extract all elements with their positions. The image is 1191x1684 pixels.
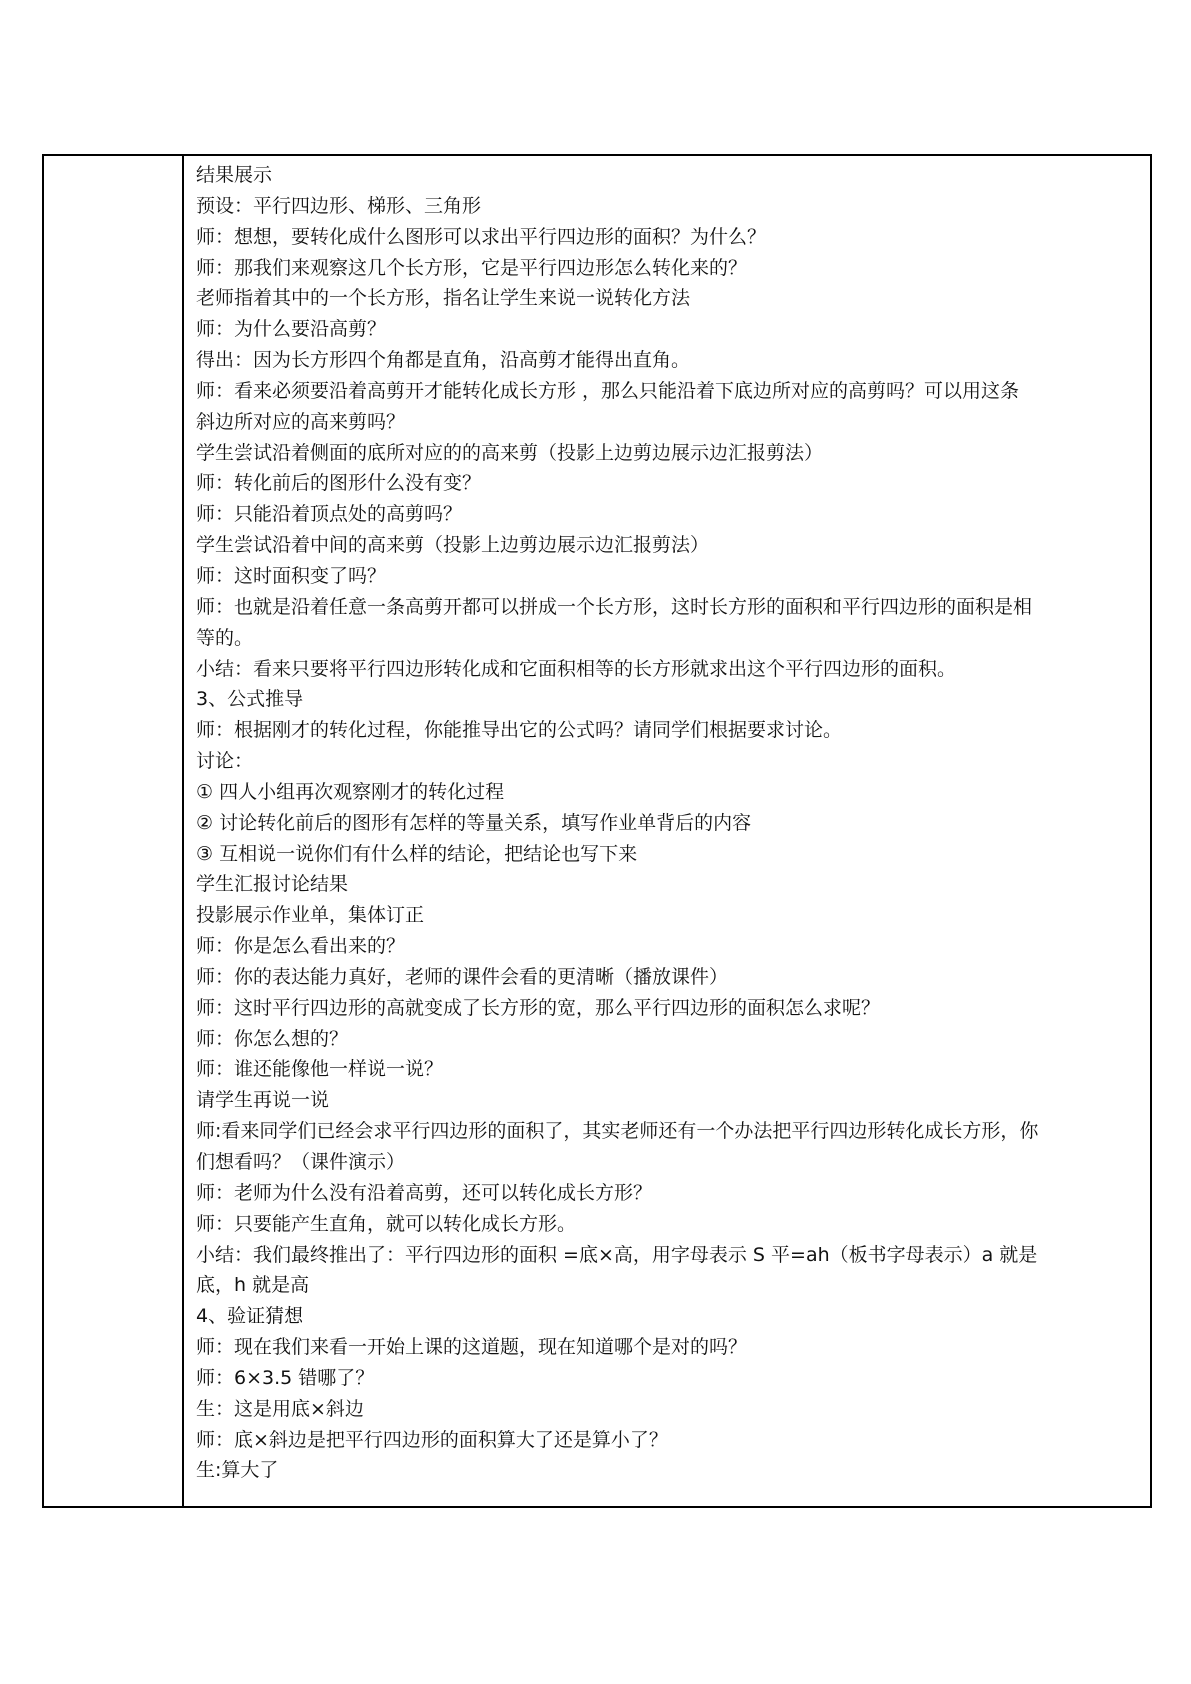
text-line: 师：你是怎么看出来的？ xyxy=(196,935,406,958)
text-line: 生:算大了 xyxy=(196,1459,279,1482)
text-line: 师：老师为什么没有沿着高剪，还可以转化成长方形？ xyxy=(196,1181,653,1204)
text-line: 小结：看来只要将平行四边形转化成和它面积相等的长方形就求出这个平行四边形的面积。 xyxy=(196,657,957,680)
text-line: 师：底×斜边是把平行四边形的面积算大了还是算小了？ xyxy=(196,1428,668,1451)
text-line: 师：转化前后的图形什么没有变？ xyxy=(196,472,482,495)
section-heading: 3、公式推导 xyxy=(196,688,304,711)
text-line: 学生尝试沿着侧面的底所对应的的高来剪（投影上边剪边展示边汇报剪法） xyxy=(196,441,824,464)
text-line: 讨论： xyxy=(196,750,254,773)
text-line: 老师指着其中的一个长方形，指名让学生来说一说转化方法 xyxy=(196,287,691,310)
list-item: ③ 互相说一说你们有什么样的结论，把结论也写下来 xyxy=(196,842,638,865)
text-line: 预设：平行四边形、梯形、三角形 xyxy=(196,194,482,217)
text-line: 投影展示作业单，集体订正 xyxy=(196,904,425,927)
text-line: 斜边所对应的高来剪吗？ xyxy=(196,410,406,433)
text-line: 师：为什么要沿高剪？ xyxy=(196,318,387,341)
text-line: 师：6×3.5 错哪了？ xyxy=(196,1366,375,1389)
text-line: 师：只要能产生直角，就可以转化成长方形。 xyxy=(196,1212,577,1235)
text-line: 师:看来同学们已经会求平行四边形的面积了，其实老师还有一个办法把平行四边形转化成长方形，你 xyxy=(196,1120,1039,1143)
text-line: 师：这时面积变了吗？ xyxy=(196,564,387,587)
text-line: 等的。 xyxy=(196,626,254,649)
text-line: 师：你怎么想的？ xyxy=(196,1027,349,1050)
text-line: 学生汇报讨论结果 xyxy=(196,873,349,896)
text-line: 师：只能沿着顶点处的高剪吗？ xyxy=(196,503,463,526)
text-line: 师：现在我们来看一开始上课的这道题，现在知道哪个是对的吗？ xyxy=(196,1336,748,1359)
text-line: 师：想想，要转化成什么图形可以求出平行四边形的面积？为什么？ xyxy=(196,225,767,248)
text-line: 得出：因为长方形四个角都是直角，沿高剪才能得出直角。 xyxy=(196,349,691,372)
text-line: 师：那我们来观察这几个长方形，它是平行四边形怎么转化来的？ xyxy=(196,256,748,279)
left-column-cell xyxy=(44,156,184,1506)
text-line: 们想看吗？（课件演示） xyxy=(196,1151,406,1173)
list-item: ① 四人小组再次观察刚才的转化过程 xyxy=(196,780,505,803)
text-line: 底，h 就是高 xyxy=(196,1274,310,1297)
list-item: ② 讨论转化前后的图形有怎样的等量关系，填写作业单背后的内容 xyxy=(196,811,752,834)
text-line: 师：也就是沿着任意一条高剪开都可以拼成一个长方形，这时长方形的面积和平行四边形的面积是相 xyxy=(196,595,1033,618)
text-line: 学生尝试沿着中间的高来剪（投影上边剪边展示边汇报剪法） xyxy=(196,534,710,557)
text-line: 师：这时平行四边形的高就变成了长方形的宽，那么平行四边形的面积怎么求呢？ xyxy=(196,996,881,1019)
text-line: 小结：我们最终推出了：平行四边形的面积 =底×高，用字母表示 S 平=ah（板书字母表示）a 就是 xyxy=(196,1243,1038,1266)
text-line: 师：看来必须要沿着高剪开才能转化成长方形 ，那么只能沿着下底边所对应的高剪吗？可以用这条 xyxy=(196,379,1020,402)
lesson-content-cell xyxy=(184,156,1150,1506)
section-heading: 4、验证猜想 xyxy=(196,1305,304,1328)
text-line: 结果展示 xyxy=(196,164,273,186)
text-line: 师：谁还能像他一样说一说？ xyxy=(196,1058,444,1081)
text-line: 生：这是用底×斜边 xyxy=(196,1397,364,1420)
lesson-table xyxy=(42,154,1152,1508)
text-line: 师：你的表达能力真好，老师的课件会看的更清晰（播放课件） xyxy=(196,965,729,988)
text-line: 师：根据刚才的转化过程，你能推导出它的公式吗？请同学们根据要求讨论。 xyxy=(196,719,843,742)
text-line: 请学生再说一说 xyxy=(196,1089,330,1112)
